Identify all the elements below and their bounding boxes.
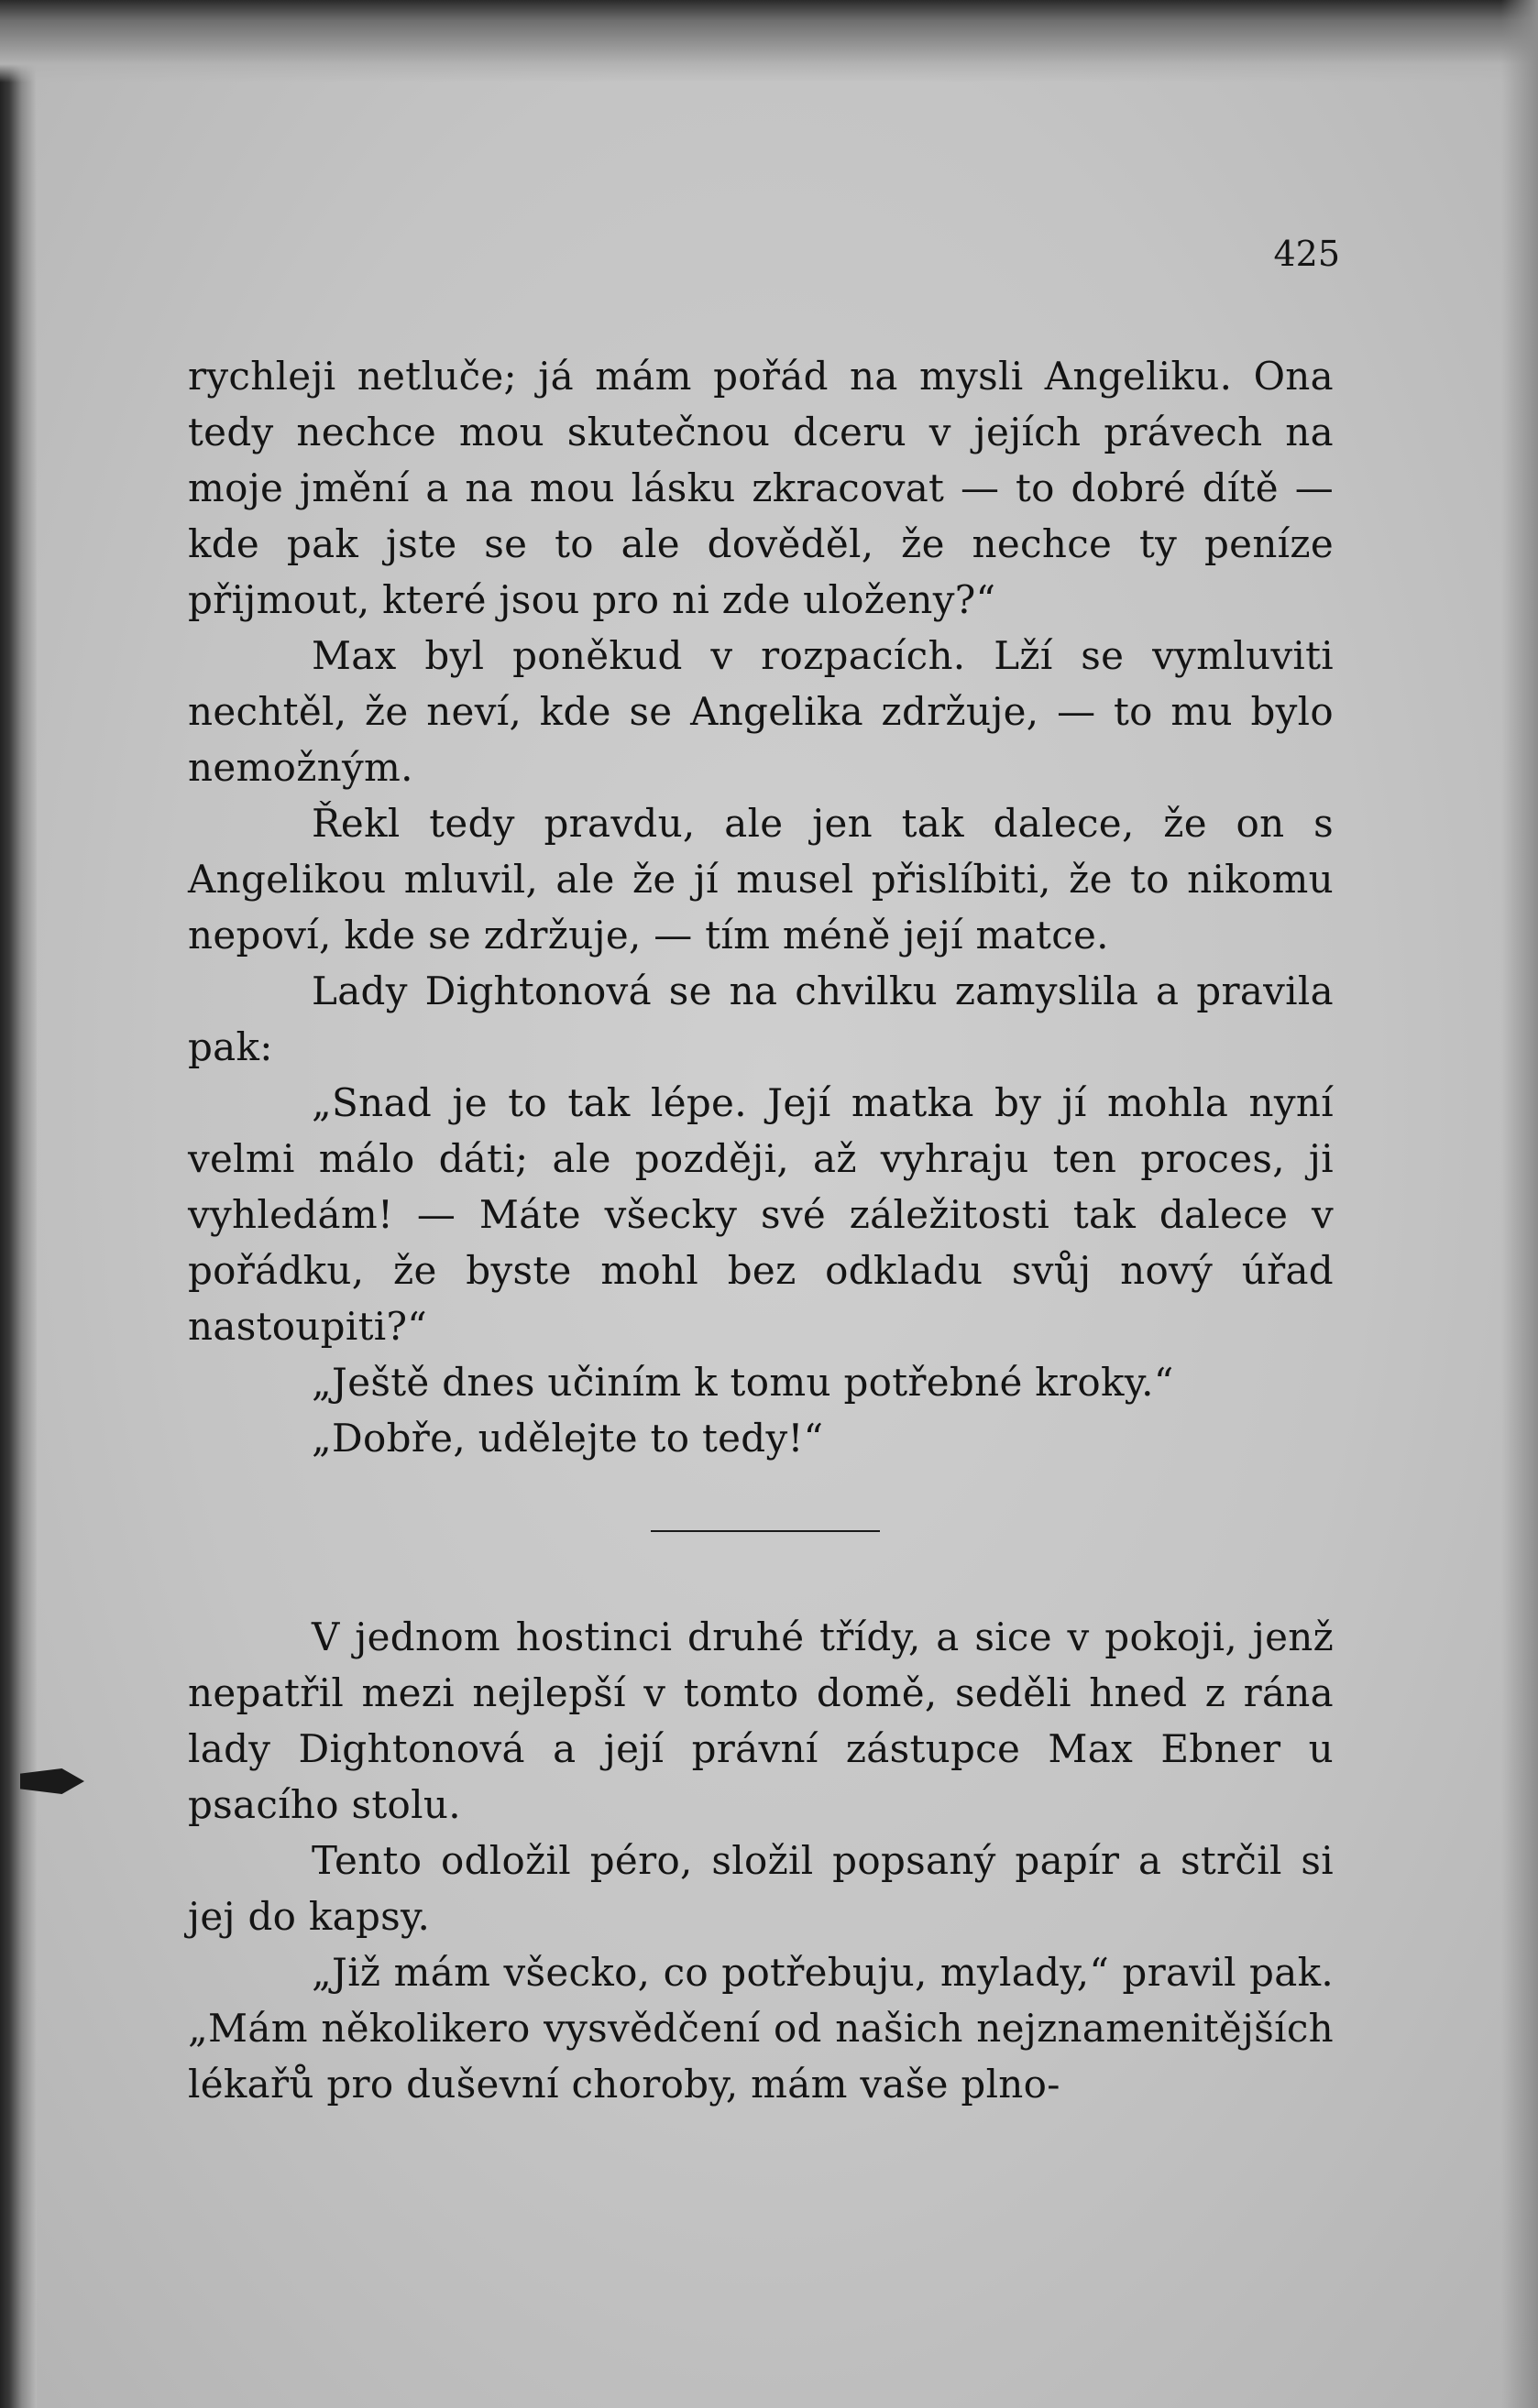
paragraph: Lady Dightonová se na chvilku zamyslila a pravila pak: <box>188 969 1334 1069</box>
paragraph: Max byl poněkud v rozpacích. Lží se vymluviti nechtěl, že neví, kde se Angelika zdržuje, — to mu bylo nemožným. <box>188 633 1334 790</box>
top-edge-shadow <box>0 0 1538 82</box>
body-text <box>188 348 1334 2112</box>
section-separator <box>651 1530 880 1532</box>
page-number: 425 <box>1273 234 1340 274</box>
paragraph: „Snad je to tak lépe. Její matka by jí mohla nyní velmi málo dáti; ale později, až vyhraju ten proces, ji vyhledám! — Máte všecky své záležitosti tak dalece v pořádku, že byste mohl bez odkladu svůj nový úřad nastoupiti?“ <box>188 1080 1334 1349</box>
paragraph: V jednom hostinci druhé třídy, a sice v pokoji, jenž nepatřil mezi nejlepší v tomto domě, seděli hned z rána lady Dightonová a její právní zástupce Max Ebner u psacího stolu. <box>188 1614 1334 1827</box>
right-edge-shadow <box>1501 0 1538 2408</box>
book-spine-shadow <box>0 0 37 2408</box>
paragraph: Tento odložil péro, složil popsaný papír a strčil si jej do kapsy. <box>188 1838 1334 1939</box>
paragraph: „Ještě dnes učiním k tomu potřebné kroky.“ <box>312 1360 1174 1405</box>
paragraph: „Dobře, udělejte to tedy!“ <box>312 1416 824 1461</box>
paragraph: „Již mám všecko, co potřebuju, mylady,“ pravil pak. „Mám několikero vysvědčení od našich nejznamenitějších lékařů pro duševní choroby, mám vaše plno- <box>188 1950 1334 2107</box>
paragraph: Řekl tedy pravdu, ale jen tak dalece, že on s Angelikou mluvil, ale že jí musel přislíbiti, že to nikomu nepoví, kde se zdržuje, — tím méně její matce. <box>188 801 1334 958</box>
paragraph: rychleji netluče; já mám pořád na mysli Angeliku. Ona tedy nechce mou skutečnou dceru v jejích právech na moje jmění a na mou lásku zkracovat — to dobré dítě — kde pak jste se to ale dověděl, že nechce ty peníze přijmout, které jsou pro ni zde uloženy?“ <box>188 354 1334 622</box>
